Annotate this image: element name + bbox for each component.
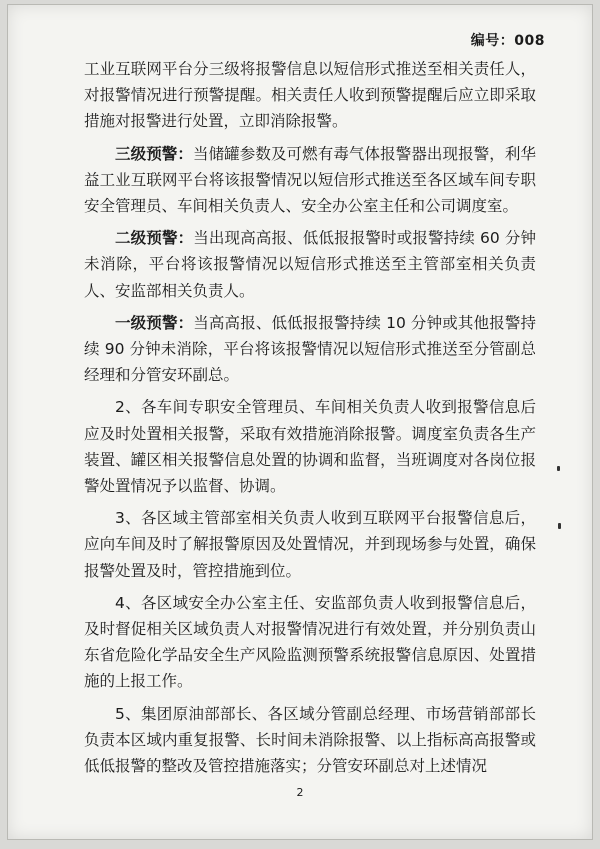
paragraph-item-2 — [84, 394, 536, 499]
paragraph-lead: 三级预警： — [115, 144, 193, 163]
paragraph-intro — [84, 56, 536, 135]
paragraph-item-3 — [84, 505, 536, 584]
paragraph-text: 当高高报、低低报报警持续 10 分钟或其他报警持续 90 分钟未消除，平台将该报警情况以短信形式推送至分管副总经理和分管安环副总。 — [84, 313, 536, 385]
paragraph-text: 4、各区域安全办公室主任、安监部负责人收到报警信息后，及时督促相关区域负责人对报警情况进行有效处置，并分别负责山东省危险化学品安全生产风险监测预警系统报警信息原因、处置措施的上报工作。 — [84, 593, 536, 691]
paragraph-text: 3、各区域主管部室相关负责人收到互联网平台报警信息后，应向车间及时了解报警原因及处置情况，并到现场参与处置，确保报警处置及时，管控措施到位。 — [84, 509, 536, 580]
paragraph-text: 当出现高高报、低低报报警时或报警持续 60 分钟未消除，平台将该报警情况以短信形式推送至主管部室相关负责人、安监部相关负责人。 — [84, 229, 536, 300]
paragraph-item-4 — [84, 590, 536, 695]
paragraph-text: 工业互联网平台分三级将报警信息以短信形式推送至相关责任人，对报警情况进行预警提醒。相关责任人收到预警提醒后应立即采取措施对报警进行处置，立即消除报警。 — [84, 60, 536, 131]
paragraph-text: 当储罐参数及可燃有毒气体报警器出现报警，利华益工业互联网平台将该报警情况以短信形式推送至各区域车间专职安全管理员、车间相关负责人、安全办公室主任和公司调度室。 — [84, 144, 536, 216]
paragraph-level1-warning — [84, 310, 536, 389]
document-body — [84, 56, 536, 785]
paragraph-text: 5、集团原油部部长、各区域分管副总经理、市场营销部部长负责本区域内重复报警、长时间未消除报警、以上指标高高报警或低低报警的整改及管控措施落实；分管安环副总对上述情况 — [84, 704, 536, 776]
paragraph-lead: 一级预警： — [115, 313, 194, 332]
paragraph-text: 2、各车间专职安全管理员、车间相关负责人收到报警信息后应及时处置相关报警，采取有效措施消除报警。调度室负责各生产装置、罐区相关报警信息处置的协调和监督，当班调度对各岗位报警处置情况予以监督、协调。 — [84, 398, 536, 496]
paragraph-item-5 — [84, 701, 536, 780]
document-page — [7, 4, 593, 840]
paragraph-level2-warning — [84, 225, 536, 304]
scan-speck — [557, 466, 560, 471]
paragraph-level3-warning — [84, 141, 536, 220]
paragraph-lead: 二级预警： — [115, 229, 194, 248]
page-number: 2 — [296, 786, 304, 799]
scan-speck — [558, 523, 561, 529]
document-number: 编号：008 — [470, 33, 545, 49]
